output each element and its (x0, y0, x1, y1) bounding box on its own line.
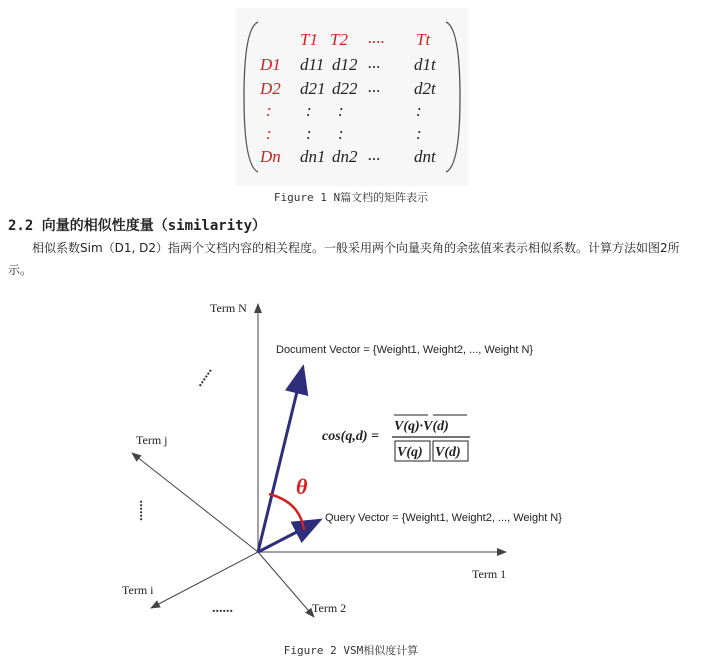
label-query-vector: Query Vector = {Weight1, Weight2, ..., Weight N} (325, 512, 562, 524)
theta-arc (269, 494, 304, 530)
cell-d12: d12 (332, 55, 358, 74)
cell-d21: d21 (300, 79, 326, 98)
dots-bottom: ...... (212, 601, 233, 616)
dots-upper-left: ...... (191, 363, 216, 390)
cell-vdots-2c: : (416, 124, 422, 143)
header-dots: .... (368, 28, 385, 47)
header-tt: Tt (416, 30, 431, 49)
header-t1: T1 (300, 30, 318, 49)
header-t2: T2 (330, 30, 348, 49)
theta-symbol: θ (296, 474, 308, 499)
formula-numerator: V(q)·V(d) (394, 419, 449, 434)
left-parenthesis (244, 22, 258, 172)
row-label-d1: D1 (260, 55, 281, 74)
figure1-matrix (236, 8, 468, 186)
section-paragraph: 相似系数Sim（D1, D2）指两个文档内容的相关程度。一般采用两个向量夹角的余弦值来表示相似系数。计算方法如图2所示。 (8, 241, 680, 277)
axis-term-i (151, 552, 258, 608)
label-term-1: Term 1 (472, 567, 507, 581)
query-vector (258, 520, 320, 552)
row-label-dn: Dn (260, 147, 281, 166)
cell-vdots-2a: : (306, 124, 312, 143)
row-label-d2: D2 (260, 79, 281, 98)
cell-vdots-1b: : (338, 101, 344, 120)
matrix-graphic (236, 8, 468, 186)
dots-left: ...... (136, 500, 151, 521)
figure2-caption: Figure 2 VSM相似度计算 (283, 644, 419, 657)
cell-dn2: dn2 (332, 147, 358, 166)
cell-d2-dots: ... (368, 77, 381, 96)
vsm-graphic (108, 282, 598, 632)
formula-denominator-d: V(d) (435, 445, 461, 460)
axis-term-2 (258, 552, 314, 617)
formula-denominator-q: V(q) (397, 445, 423, 460)
formula-lhs: cos(q,d) = (322, 429, 379, 444)
cell-d11: d11 (300, 55, 325, 74)
cell-d2t: d2t (414, 79, 436, 98)
right-parenthesis (446, 22, 460, 172)
figure2-vsm (108, 282, 598, 632)
section-heading: 2.2 向量的相似性度量（similarity） (8, 218, 267, 234)
cell-vdots-1a: : (306, 101, 312, 120)
label-term-n: Term N (210, 301, 247, 315)
cell-d22: d22 (332, 79, 358, 98)
cell-d1-dots: ... (368, 53, 381, 72)
cell-dnt: dnt (414, 147, 436, 166)
label-term-i: Term i (122, 583, 154, 597)
cell-d1t: d1t (414, 55, 436, 74)
cell-dn1: dn1 (300, 147, 326, 166)
document-vector (258, 367, 303, 552)
label-term-j: Term j (136, 433, 168, 447)
cell-vdots-2b: : (338, 124, 344, 143)
cell-dn-dots: ... (368, 145, 381, 164)
label-term-2: Term 2 (312, 601, 347, 615)
cell-vdots-1c: : (416, 101, 422, 120)
row-label-vdots-2: : (266, 124, 272, 143)
label-document-vector: Document Vector = {Weight1, Weight2, ..., Weight N} (276, 344, 534, 356)
figure1-caption: Figure 1 N篇文档的矩阵表示 (273, 191, 429, 204)
row-label-vdots-1: : (266, 101, 272, 120)
